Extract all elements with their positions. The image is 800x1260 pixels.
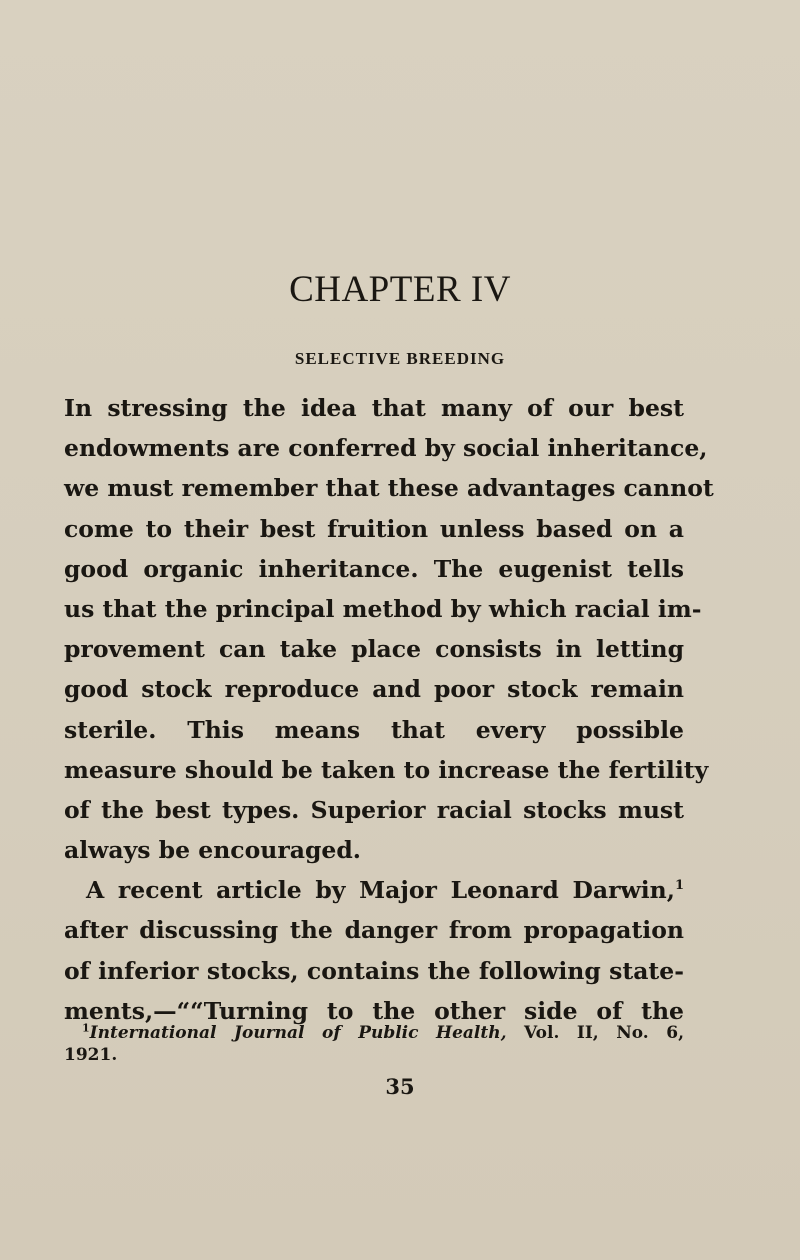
footnote xyxy=(64,1022,684,1066)
footnote-mark: 1 xyxy=(82,1021,90,1035)
footnote-line: 1921. xyxy=(64,1045,118,1065)
text-line: good stock reproduce and poor stock remain xyxy=(64,675,684,704)
text-line: ments,—““Turning to the other side of the xyxy=(64,996,684,1025)
text-line: endowments are conferred by social inheritance, xyxy=(64,434,708,463)
text-line: measure should be taken to increase the fertility xyxy=(64,755,709,784)
text-line: sterile. This means that every possible xyxy=(64,715,684,744)
text-line: come to their best fruition unless based on a xyxy=(64,514,684,543)
footnote-reference[interactable]: 1 xyxy=(674,878,684,894)
text-line: of the best types. Superior racial stocks must xyxy=(64,795,684,824)
text-line: In stressing the idea that many of our best xyxy=(64,394,684,422)
text-line: always be encouraged. xyxy=(64,836,361,865)
page-number: 35 xyxy=(385,1074,415,1099)
footnote-volume: Vol. II, No. 6, xyxy=(506,1023,684,1043)
text-line: us that the principal method by which racial im- xyxy=(64,594,702,623)
text-segment: A recent article by Major Leonard Darwin, xyxy=(86,876,675,905)
text-line: after discussing the danger from propagation xyxy=(64,916,684,945)
section-title: SELECTIVE BREEDING xyxy=(294,349,506,368)
body-text xyxy=(64,388,714,1031)
text-line: provement can take place consists in letting xyxy=(64,635,684,664)
chapter-title: CHAPTER IV xyxy=(289,269,511,310)
footnote-journal: International Journal of Public Health, xyxy=(89,1023,507,1043)
text-line: we must remember that these advantages cannot xyxy=(64,474,714,503)
text-line: good organic inheritance. The eugenist tells xyxy=(64,554,684,583)
text-line xyxy=(64,870,684,910)
text-line: of inferior stocks, contains the following state- xyxy=(64,956,684,985)
footnote-line xyxy=(64,1022,684,1044)
